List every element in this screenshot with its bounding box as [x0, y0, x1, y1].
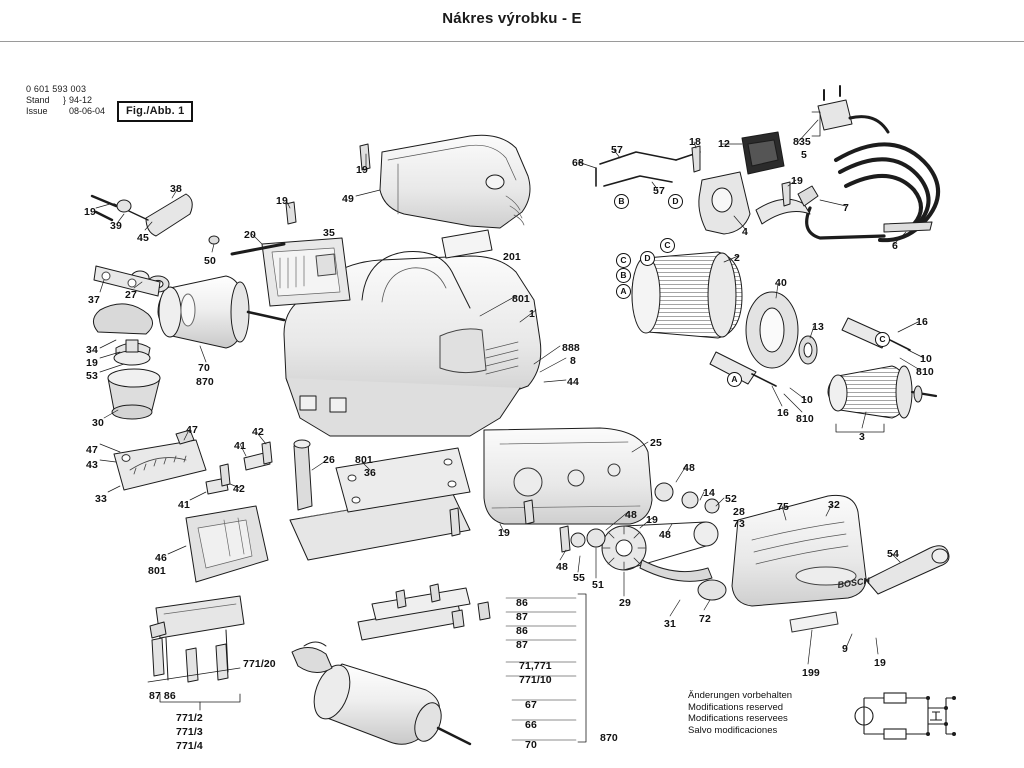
callout-19: 19 — [498, 527, 510, 539]
callout-29: 29 — [619, 597, 631, 609]
callout-771-3: 771/3 — [176, 726, 203, 738]
callout-771-4: 771/4 — [176, 740, 203, 752]
callout-16: 16 — [916, 316, 928, 328]
callout-6: 6 — [892, 240, 898, 252]
notice-line-en: Modifications reserved — [688, 701, 784, 713]
callout-10: 10 — [920, 353, 932, 365]
modification-notice — [688, 690, 792, 736]
callout-27: 27 — [125, 289, 137, 301]
stand-label: Stand — [26, 95, 50, 105]
callout-40: 40 — [775, 277, 787, 289]
callout-26: 26 — [323, 454, 335, 466]
callout-810: 810 — [916, 366, 934, 378]
callout-42: 42 — [252, 426, 264, 438]
callout-870: 870 — [600, 732, 618, 744]
circled-letter-C: C — [616, 253, 631, 268]
callout-86: 86 — [516, 625, 528, 637]
callout-33: 33 — [95, 493, 107, 505]
callout-41: 41 — [234, 440, 246, 452]
callout-7: 7 — [843, 202, 849, 214]
callout-199: 199 — [802, 667, 820, 679]
callout-801: 801 — [148, 565, 166, 577]
callout-32: 32 — [828, 499, 840, 511]
callout-10: 10 — [801, 394, 813, 406]
callout-771-10: 771/10 — [519, 674, 552, 686]
callout-888: 888 — [562, 342, 580, 354]
callout-55: 55 — [573, 572, 585, 584]
callout-87-86: 87 86 — [149, 690, 176, 702]
callout-3: 3 — [859, 431, 865, 443]
callout-52: 52 — [725, 493, 737, 505]
notice-line-es: Salvo modificaciones — [688, 724, 778, 736]
callout-46: 46 — [155, 552, 167, 564]
callout-16: 16 — [777, 407, 789, 419]
callout-2: 2 — [734, 252, 740, 264]
part-number: 0 601 593 003 — [26, 84, 87, 94]
notice-line-de: Änderungen vorbehalten — [688, 690, 793, 701]
circled-letter-B: B — [616, 268, 631, 283]
page-title: Nákres výrobku - E — [442, 10, 582, 27]
callout-28: 28 — [733, 506, 745, 518]
callout-801: 801 — [512, 293, 530, 305]
callout-31: 31 — [664, 618, 676, 630]
figure-label-box: Fig./Abb. 1 — [117, 101, 193, 122]
callout-44: 44 — [567, 376, 579, 388]
callout-810: 810 — [796, 413, 814, 425]
callout-48: 48 — [625, 509, 637, 521]
callout-70: 70 — [198, 362, 210, 374]
callout-68: 68 — [572, 157, 584, 169]
callout-57: 57 — [611, 144, 623, 156]
callout-48: 48 — [659, 529, 671, 541]
callout-25: 25 — [650, 437, 662, 449]
callout-14: 14 — [703, 487, 715, 499]
callout-73: 73 — [733, 518, 745, 530]
callout-19: 19 — [646, 514, 658, 526]
callout-54: 54 — [887, 548, 899, 560]
callout-48: 48 — [683, 462, 695, 474]
callout-201: 201 — [503, 251, 521, 263]
callout-34: 34 — [86, 344, 98, 356]
callout-35: 35 — [323, 227, 335, 239]
callout-49: 49 — [342, 193, 354, 205]
callout-41: 41 — [178, 499, 190, 511]
callout-70: 70 — [525, 739, 537, 751]
circled-letter-A: A — [616, 284, 631, 299]
callout-48: 48 — [556, 561, 568, 573]
brand-text: BOSCH — [836, 575, 871, 590]
callout-50: 50 — [204, 255, 216, 267]
circled-letter-C: C — [660, 238, 675, 253]
callout-19: 19 — [356, 164, 368, 176]
circled-letter-D: D — [640, 251, 655, 266]
notice-line-fr: Modifications reservees — [688, 713, 788, 725]
callout-771-2: 771/2 — [176, 712, 203, 724]
stand-value: 94-12 — [69, 95, 93, 105]
callout-51: 51 — [592, 579, 604, 591]
callout-75: 75 — [777, 501, 789, 513]
callout-30: 30 — [92, 417, 104, 429]
callout-71-771: 71,771 — [519, 660, 552, 672]
callout-37: 37 — [88, 294, 100, 306]
circled-letter-A: A — [727, 372, 742, 387]
callout-53: 53 — [86, 370, 98, 382]
callout-801: 801 — [355, 454, 373, 466]
callout-19: 19 — [86, 357, 98, 369]
callout-870: 870 — [196, 376, 214, 388]
callout-771-20: 771/20 — [243, 658, 276, 670]
callout-5: 5 — [801, 149, 807, 161]
callout-87: 87 — [516, 611, 528, 623]
callout-1: 1 — [529, 308, 535, 320]
issue-label: Issue — [26, 106, 48, 116]
callout-47: 47 — [186, 424, 198, 436]
callout-19: 19 — [276, 195, 288, 207]
circled-letter-B: B — [614, 194, 629, 209]
callout-38: 38 — [170, 183, 182, 195]
callout-36: 36 — [364, 467, 376, 479]
callout-42: 42 — [233, 483, 245, 495]
issue-value: 08-06-04 — [69, 106, 106, 116]
callout-13: 13 — [812, 321, 824, 333]
circled-letter-D: D — [668, 194, 683, 209]
callout-47: 47 — [86, 444, 98, 456]
callout-12: 12 — [718, 138, 730, 150]
callout-45: 45 — [137, 232, 149, 244]
callout-20: 20 — [244, 229, 256, 241]
callout-18: 18 — [689, 136, 701, 148]
callout-19: 19 — [874, 657, 886, 669]
callout-4: 4 — [742, 226, 748, 238]
callout-43: 43 — [86, 459, 98, 471]
callout-87: 87 — [516, 639, 528, 651]
callout-66: 66 — [525, 719, 537, 731]
callout-72: 72 — [699, 613, 711, 625]
circled-letter-C: C — [875, 332, 890, 347]
callout-57: 57 — [653, 185, 665, 197]
wiring-schematic — [850, 686, 960, 748]
brace-top: } — [62, 95, 66, 105]
callout-8: 8 — [570, 355, 576, 367]
callout-19: 19 — [791, 175, 803, 187]
callout-19: 19 — [84, 206, 96, 218]
callout-9: 9 — [842, 643, 848, 655]
callout-67: 67 — [525, 699, 537, 711]
callout-39: 39 — [110, 220, 122, 232]
callout-86: 86 — [516, 597, 528, 609]
callout-835: 835 — [793, 136, 811, 148]
